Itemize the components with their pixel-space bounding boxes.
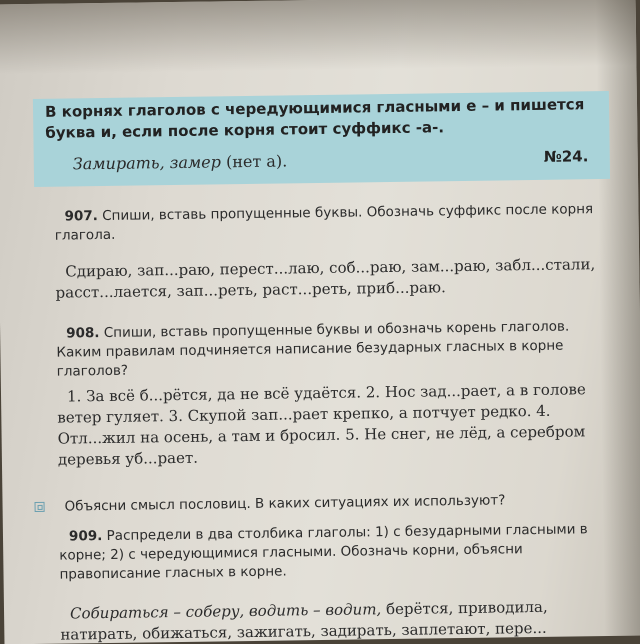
page-shadow [0,0,636,74]
task-908-text: Спиши, вставь пропущенные буквы и обозначь корень глаголов. Каким правилам подчиняется написание безударных гласных в корне глаголов? [56,318,570,380]
task-908-instruction [56,317,613,382]
task-907-instruction [54,200,610,246]
rule-example-note: (нет а). [225,151,288,172]
rule-example [73,151,288,173]
rule-example-words: Замирать, замер [72,152,222,174]
task-909-exercise [60,596,617,644]
task-907-text: Спиши, вставь пропущенные буквы. Обозначь суффикс после корня глагола. [54,201,594,244]
task-909-instruction [59,520,616,585]
task-909-number: 909. [68,528,103,545]
task-908-number: 908. [66,325,100,342]
task-909-text: Распредели в два столбика глаголы: 1) с безударными гласными в корне; 2) с чередующимися гласными. Обозначь корни, объясни правописание гласных в корне. [59,521,588,583]
task-909-example: Собираться – соберу, водить – водит, [69,600,382,623]
task-909-words: берётся, приводила, натирать, обижаться, зажигать, задирать, заплетают, пере... [60,597,548,644]
extra-task-text: Объясни смысл пословиц. В каких ситуациях их используют? [64,492,506,515]
extra-task-icon [35,502,45,512]
task-907-exercise: Сдираю, зап...раю, перест...лаю, соб...раю, зам...раю, забл...стали, расст...лается, зап...реть, раст...реть, приб...раю. [55,255,596,302]
rule-number: №24. [543,147,589,166]
rule-text: В корнях глаголов с чередующимися гласными е – и пишется буква и, если после корня стоит суффикс -а-. [44,95,585,142]
task-907-number: 907. [64,208,98,225]
task-908-exercise: 1. За всё б...рётся, да не всё удаётся. 2. Нос зад...рает, а в голове ветер гуляет. 3. Скупой зап...рает крепко, а потчует редко. 4. Отл...жил на осень, а там и бросил. 5. Не снег, не лёд, а серебром деревья уб...рает. [57,380,586,469]
